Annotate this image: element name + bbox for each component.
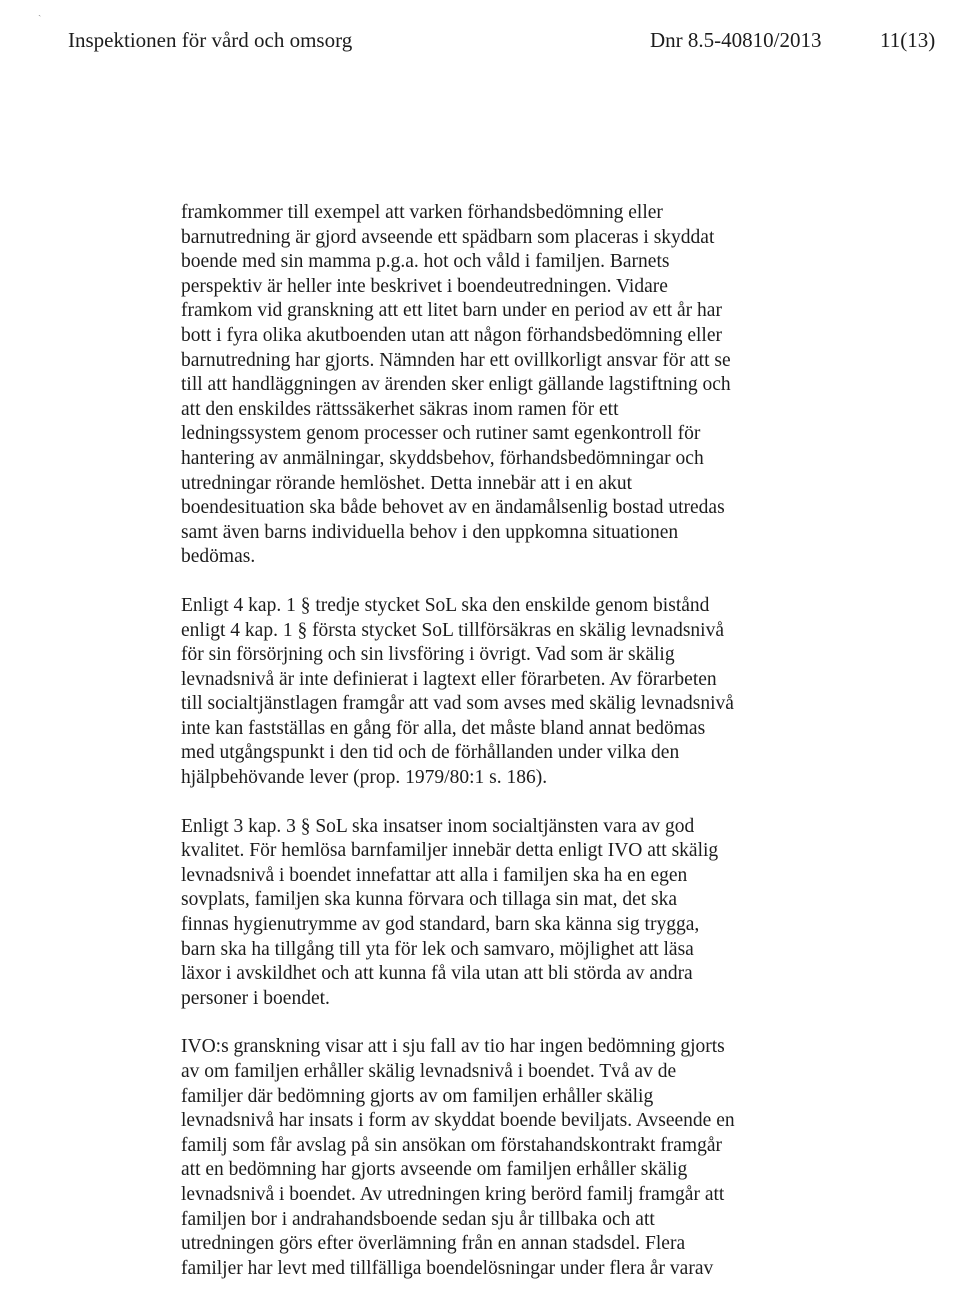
text-line: bedömas.	[181, 546, 256, 568]
text-line: kvalitet. För hemlösa barnfamiljer innebär detta enligt IVO att skälig	[181, 840, 719, 862]
header-organization: Inspektionen för vård och omsorg	[68, 28, 353, 52]
scan-speck: ˎ	[38, 6, 42, 17]
text-line: Enligt 4 kap. 1 § tredje stycket SoL ska den enskilde genom bistånd	[181, 594, 710, 616]
text-line: samt även barns individuella behov i den uppkomna situationen	[181, 521, 679, 543]
text-line: perspektiv är heller inte beskrivet i boendeutredningen. Vidare	[181, 275, 668, 297]
text-line: levnadsnivå är inte definierat i lagtext eller förarbeten. Av förarbeten	[181, 668, 717, 690]
paragraph-1	[181, 201, 801, 570]
text-line: familjer där bedömning gjorts av om familjen erhåller skälig	[181, 1085, 654, 1107]
page-header	[0, 0, 960, 80]
text-line: hjälpbehövande lever (prop. 1979/80:1 s. 186).	[181, 767, 548, 789]
text-line: att den enskildes rättssäkerhet säkras inom ramen för ett	[181, 398, 619, 420]
text-line: familjen bor i andrahandsboende sedan sju år tillbaka och att	[181, 1208, 655, 1230]
text-line: personer i boendet.	[181, 987, 330, 1009]
text-line: barnutredning har gjorts. Nämnden har ett ovillkorligt ansvar för att se	[181, 349, 731, 371]
text-line: bott i fyra olika akutboenden utan att någon förhandsbedömning eller	[181, 324, 722, 346]
text-line: ledningssystem genom processer och rutiner samt egenkontroll för	[181, 423, 701, 445]
text-line: familjer har levt med tillfälliga boendelösningar under flera år varav	[181, 1257, 714, 1279]
paragraph-2	[181, 594, 801, 791]
text-line: barn ska ha tillgång till yta för lek och samvaro, möjlighet att läsa	[181, 938, 694, 960]
text-line: levnadsnivå i boendet innefattar att alla i familjen ska ha en egen	[181, 864, 688, 886]
text-line: barnutredning är gjord avseende ett spädbarn som placeras i skyddat	[181, 226, 715, 248]
text-line: levnadsnivå har insats i form av skyddat boende beviljats. Avseende en	[181, 1110, 735, 1132]
text-line: till socialtjänstlagen framgår att vad som avses med skälig levnadsnivå	[181, 693, 734, 715]
paragraph-4	[181, 1035, 801, 1281]
text-line: sovplats, familjen ska kunna förvara och tillaga sin mat, det ska	[181, 889, 678, 911]
text-line: boendesituation ska både behovet av en ändamålsenlig bostad utredas	[181, 497, 725, 519]
text-line: framkommer till exempel att varken förhandsbedömning eller	[181, 202, 663, 223]
text-line: levnadsnivå i boendet. Av utredningen kring berörd familj framgår att	[181, 1183, 725, 1205]
text-line: till att handläggningen av ärenden sker enligt gällande lagstiftning och	[181, 374, 731, 396]
text-line: för sin försörjning och sin livsföring i övrigt. Vad som är skälig	[181, 644, 675, 666]
text-line: boende med sin mamma p.g.a. hot och våld i familjen. Barnets	[181, 251, 670, 273]
paragraph-3	[181, 815, 801, 1012]
text-line: framkom vid granskning att ett litet barn under en period av ett år har	[181, 300, 722, 322]
text-line: IVO:s granskning visar att i sju fall av tio har ingen bedömning gjorts	[181, 1036, 725, 1058]
text-line: familj som får avslag på sin ansökan om förstahandskontrakt framgår	[181, 1134, 722, 1156]
text-line: enligt 4 kap. 1 § första stycket SoL tillförsäkras en skälig levnadsnivå	[181, 619, 724, 641]
text-line: att en bedömning har gjorts avseende om familjen erhåller skälig	[181, 1159, 688, 1181]
text-line: utredningen görs efter överlämning från en annan stadsdel. Flera	[181, 1233, 686, 1255]
text-line: med utgångspunkt i den tid och de förhållanden under vilka den	[181, 742, 680, 764]
text-line: inte kan fastställas en gång för alla, det måste bland annat bedömas	[181, 717, 706, 739]
text-line: finnas hygienutrymme av god standard, barn ska känna sig trygga,	[181, 914, 700, 936]
header-diary-number: Dnr 8.5-40810/2013	[650, 28, 822, 52]
document-body	[181, 201, 801, 1305]
text-line: hantering av anmälningar, skyddsbehov, förhandsbedömningar och	[181, 447, 704, 469]
text-line: av om familjen erhåller skälig levnadsnivå i boendet. Två av de	[181, 1061, 677, 1082]
header-page-number: 11(13)	[880, 28, 936, 52]
text-line: utredningar rörande hemlöshet. Detta innebär att i en akut	[181, 472, 633, 494]
text-line: Enligt 3 kap. 3 § SoL ska insatser inom socialtjänsten vara av god	[181, 815, 695, 837]
text-line: läxor i avskildhet och att kunna få vila utan att bli störda av andra	[181, 963, 693, 985]
